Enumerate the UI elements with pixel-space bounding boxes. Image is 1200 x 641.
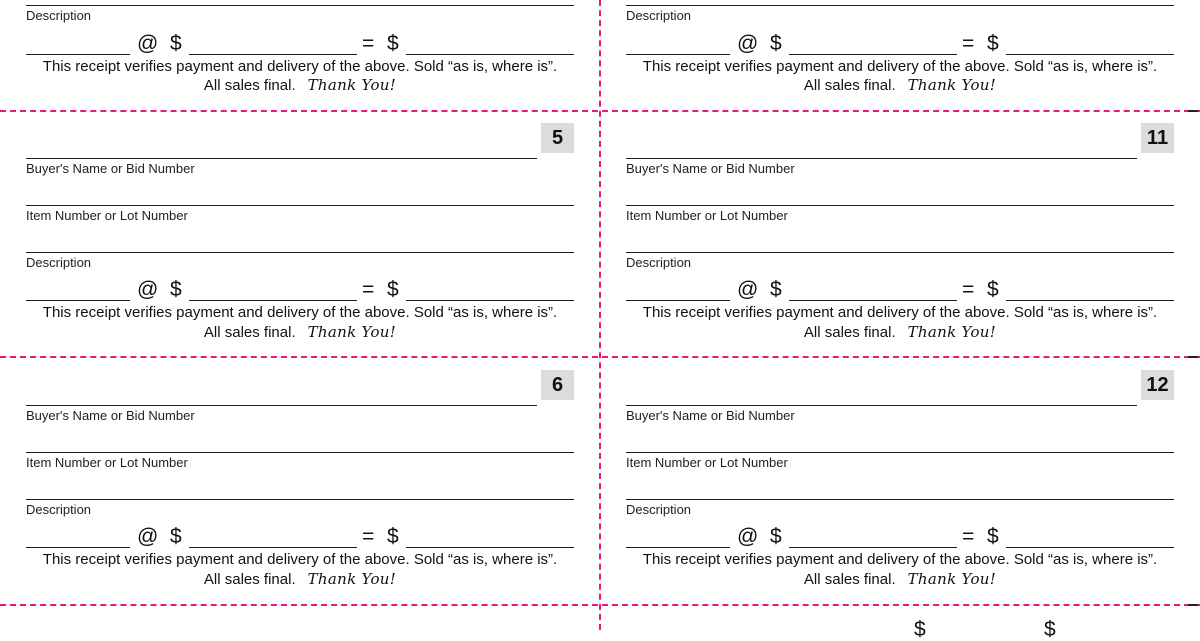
verification-text: This receipt verifies payment and delivery of the above. Sold “as is, where is”. — [42, 304, 558, 321]
edge-tick — [1188, 110, 1198, 112]
dollar-symbol: $ — [387, 278, 399, 301]
item-label: Item Number or Lot Number — [626, 455, 788, 470]
price-line — [789, 300, 957, 301]
item-line — [26, 452, 574, 453]
description-label: Description — [26, 8, 92, 23]
equals-symbol: = — [362, 32, 375, 55]
receipt-number: 12 — [1141, 370, 1174, 400]
sales-final-line — [20, 76, 580, 94]
dollar-symbol: $ — [170, 32, 182, 55]
price-line — [189, 300, 357, 301]
item-line — [26, 205, 574, 206]
qty-line — [26, 54, 130, 55]
equals-symbol: = — [362, 278, 375, 301]
equals-symbol: = — [362, 525, 375, 548]
dollar-symbol: $ — [770, 525, 782, 548]
total-line — [406, 547, 574, 548]
item-label: Item Number or Lot Number — [26, 455, 188, 470]
dollar-symbol: $ — [770, 32, 782, 55]
description-label: Description — [626, 502, 692, 517]
thank-you-text: Thank You! — [907, 323, 997, 341]
buyer-label: Buyer's Name or Bid Number — [26, 408, 195, 423]
equals-symbol: = — [962, 32, 975, 55]
sales-final-text: All sales final. — [803, 77, 896, 94]
sales-final-line — [20, 323, 580, 341]
dollar-symbol: $ — [770, 278, 782, 301]
sales-final-text: All sales final. — [803, 324, 896, 341]
buyer-line — [626, 158, 1137, 159]
thank-you-text: Thank You! — [307, 570, 397, 588]
dollar-symbol: $ — [170, 278, 182, 301]
equals-symbol: = — [962, 278, 975, 301]
at-symbol: @ — [137, 278, 159, 301]
description-line — [626, 499, 1174, 500]
item-line — [626, 452, 1174, 453]
total-line — [1006, 54, 1174, 55]
dollar-symbol: $ — [387, 32, 399, 55]
verification-text: This receipt verifies payment and delivery of the above. Sold “as is, where is”. — [42, 551, 558, 568]
qty-line — [26, 300, 130, 301]
item-line — [626, 5, 1174, 6]
dollar-symbol: $ — [987, 525, 999, 548]
verification-text: This receipt verifies payment and delivery of the above. Sold “as is, where is”. — [642, 551, 1158, 568]
sales-final-text: All sales final. — [203, 571, 296, 588]
qty-line — [26, 547, 130, 548]
at-symbol: @ — [737, 525, 759, 548]
receipt-number: 11 — [1141, 123, 1174, 153]
sales-final-line — [620, 323, 1180, 341]
price-line — [189, 54, 357, 55]
equals-symbol: = — [962, 525, 975, 548]
qty-line — [626, 300, 730, 301]
buyer-label: Buyer's Name or Bid Number — [626, 408, 795, 423]
description-line — [626, 252, 1174, 253]
sales-final-line — [620, 570, 1180, 588]
receipt-number: 5 — [541, 123, 574, 153]
description-line — [26, 252, 574, 253]
description-line — [26, 499, 574, 500]
thank-you-text: Thank You! — [907, 570, 997, 588]
at-symbol: @ — [137, 525, 159, 548]
qty-line — [626, 54, 730, 55]
total-line — [1006, 300, 1174, 301]
dollar-symbol: $ — [170, 525, 182, 548]
at-symbol: @ — [137, 32, 159, 55]
verification-text: This receipt verifies payment and delivery of the above. Sold “as is, where is”. — [642, 304, 1158, 321]
price-line — [189, 547, 357, 548]
item-line — [626, 205, 1174, 206]
description-label: Description — [26, 255, 92, 270]
sales-final-line — [20, 570, 580, 588]
edge-tick — [1188, 356, 1198, 358]
price-line — [789, 547, 957, 548]
buyer-line — [26, 158, 537, 159]
dollar-symbol-clipped: $ — [914, 618, 926, 641]
dollar-symbol: $ — [987, 32, 999, 55]
dollar-symbol: $ — [987, 278, 999, 301]
description-label: Description — [626, 8, 692, 23]
at-symbol: @ — [737, 278, 759, 301]
sales-final-text: All sales final. — [203, 77, 296, 94]
qty-line — [626, 547, 730, 548]
buyer-label: Buyer's Name or Bid Number — [626, 161, 795, 176]
thank-you-text: Thank You! — [907, 76, 997, 94]
price-line — [789, 54, 957, 55]
dollar-symbol: $ — [387, 525, 399, 548]
buyer-label: Buyer's Name or Bid Number — [26, 161, 195, 176]
edge-tick — [1188, 604, 1198, 606]
dollar-symbol-clipped: $ — [1044, 618, 1056, 641]
at-symbol: @ — [737, 32, 759, 55]
item-label: Item Number or Lot Number — [626, 208, 788, 223]
cut-line-vertical — [599, 0, 601, 630]
item-label: Item Number or Lot Number — [26, 208, 188, 223]
thank-you-text: Thank You! — [307, 323, 397, 341]
description-label: Description — [26, 502, 92, 517]
verification-text: This receipt verifies payment and delivery of the above. Sold “as is, where is”. — [642, 58, 1158, 75]
receipt-number: 6 — [541, 370, 574, 400]
total-line — [406, 54, 574, 55]
sales-final-text: All sales final. — [203, 324, 296, 341]
buyer-line — [626, 405, 1137, 406]
buyer-line — [26, 405, 537, 406]
total-line — [1006, 547, 1174, 548]
sales-final-text: All sales final. — [803, 571, 896, 588]
item-line — [26, 5, 574, 6]
description-label: Description — [626, 255, 692, 270]
sales-final-line — [620, 76, 1180, 94]
total-line — [406, 300, 574, 301]
verification-text: This receipt verifies payment and delivery of the above. Sold “as is, where is”. — [42, 58, 558, 75]
thank-you-text: Thank You! — [307, 76, 397, 94]
